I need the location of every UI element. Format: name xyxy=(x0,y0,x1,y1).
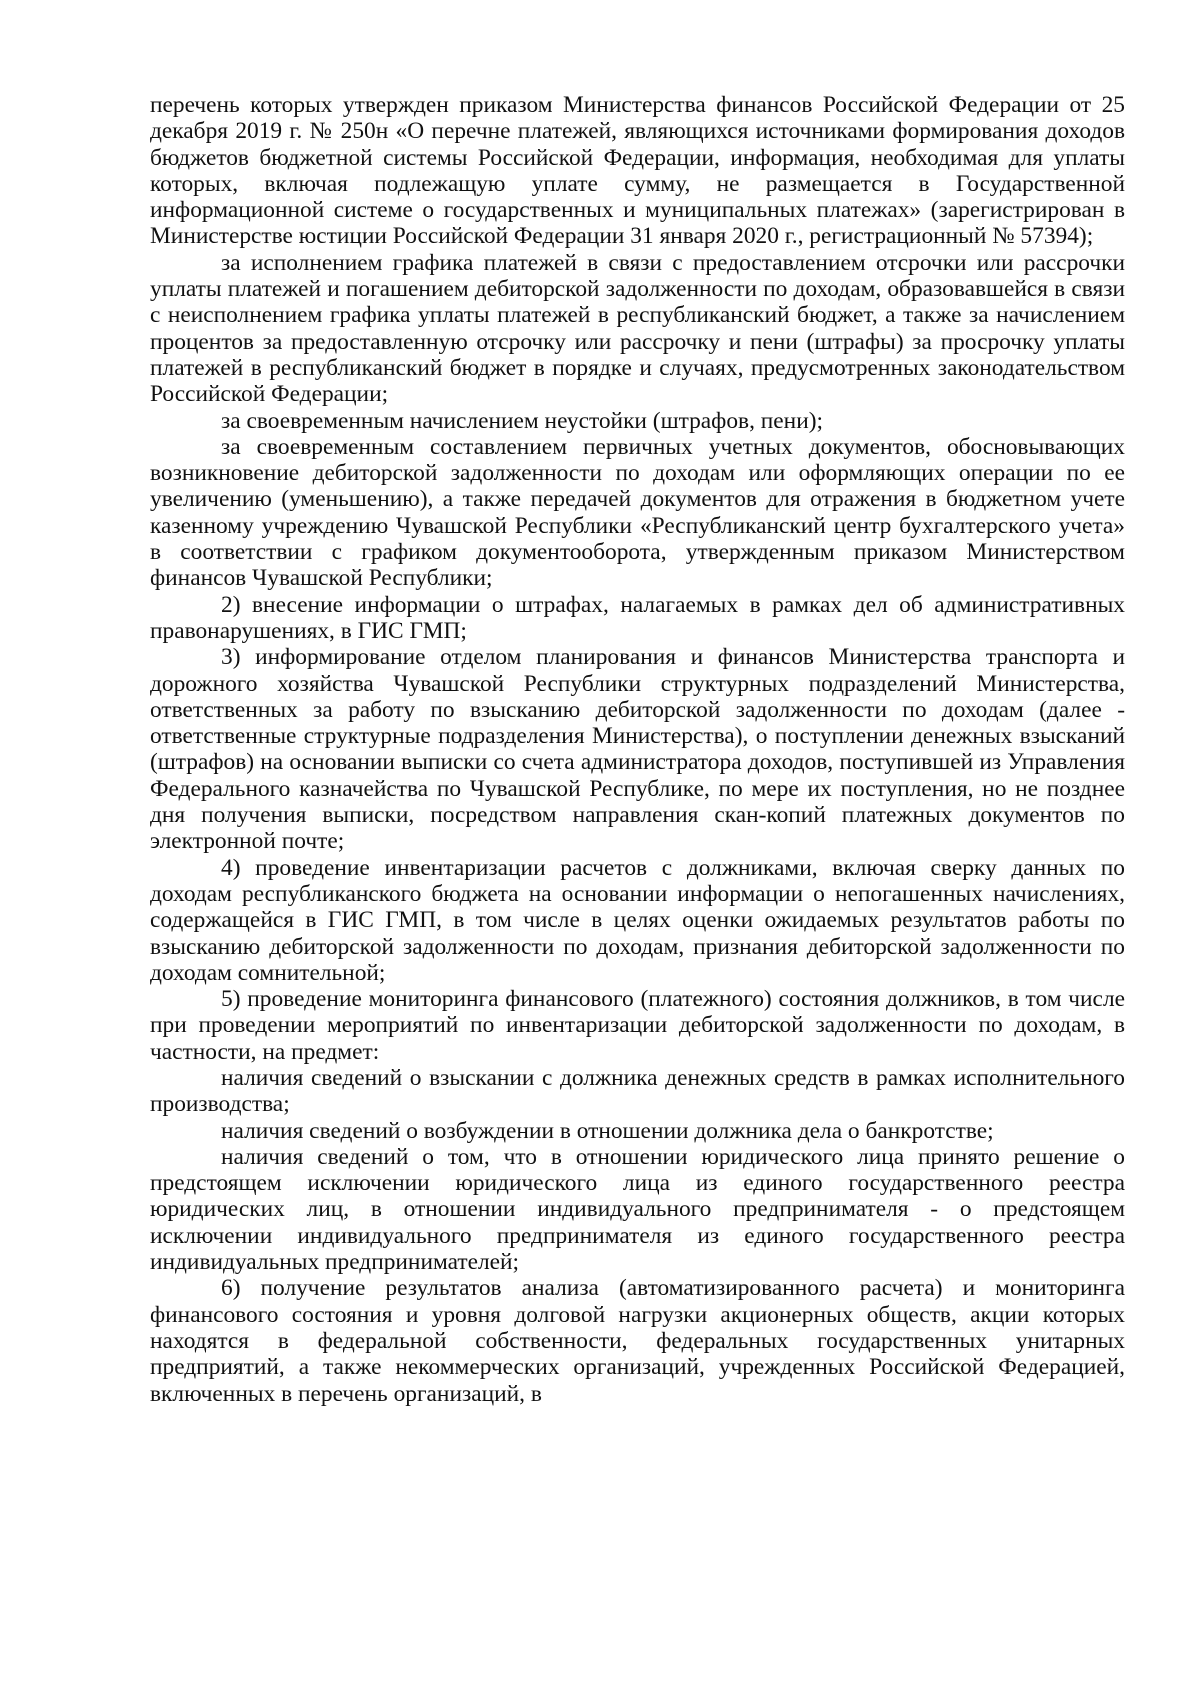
document-page xyxy=(150,92,1125,1407)
paragraph-10: наличия сведений о возбуждении в отношении должника дела о банкротстве; xyxy=(221,1117,994,1144)
paragraph-7: 4) проведение инвентаризации расчетов с должниками, включая сверку данных по доходам республиканского бюджета на основании информации о непогашенных начислениях, содержащейся в ГИС ГМП, в том числе в целях оценки ожидаемых результатов работы по взысканию дебиторской задолженности по доходам, признания дебиторской задолженности по доходам сомнительной; xyxy=(150,854,1125,986)
paragraph-5: 2) внесение информации о штрафах, налагаемых в рамках дел об административных правонарушениях, в ГИС ГМП; xyxy=(150,591,1125,644)
paragraph-1: перечень которых утвержден приказом Министерства финансов Российской Федерации от 25 декабря 2019 г. № 250н «О перечне платежей, являющихся источниками формирования доходов бюджетов бюджетной системы Российской Федерации, информация, необходимая для уплаты которых, включая подлежащую уплате сумму, не размещается в Государственной информационной системе о государственных и муниципальных платежах» (зарегистрирован в Министерстве юстиции Российской Федерации 31 января 2020 г., регистрационный № 57394); xyxy=(150,92,1125,250)
paragraph-2: за исполнением графика платежей в связи с предоставлением отсрочки или рассрочки уплаты платежей и погашением дебиторской задолженности по доходам, образовавшейся в связи с неисполнением графика уплаты платежей в республиканский бюджет, а также за начислением процентов за предоставленную отсрочку или рассрочку и пени (штрафы) за просрочку уплаты платежей в республиканский бюджет в порядке и случаях, предусмотренных законодательством Российской Федерации; xyxy=(150,249,1125,408)
paragraph-12: 6) получение результатов анализа (автоматизированного расчета) и мониторинга финансового состояния и уровня долговой нагрузки акционерных обществ, акции которых находятся в федеральной собственности, федеральных государственных унитарных предприятий, а также некоммерческих организаций, учрежденных Российской Федерацией, включенных в перечень организаций, в xyxy=(150,1275,1125,1407)
paragraph-6: 3) информирование отделом планирования и финансов Министерства транспорта и дорожного хозяйства Чувашской Республики структурных подразделений Министерства, ответственных за работу по взысканию дебиторской задолженности по доходам (далее - ответственные структурные подразделения Министерства), о поступлении денежных взысканий (штрафов) на основании выписки со счета администратора доходов, поступившей из Управления Федерального казначейства по Чувашской Республике, по мере их поступления, но не позднее дня получения выписки, посредством направления скан-копий платежных документов по электронной почте; xyxy=(150,644,1125,855)
paragraph-11: наличия сведений о том, что в отношении юридического лица принято решение о предстоящем исключении юридического лица из единого государственного реестра юридических лиц, в отношении индивидуального предпринимателя - о предстоящем исключении индивидуального предпринимателя из единого государственного реестра индивидуальных предпринимателей; xyxy=(150,1143,1125,1276)
paragraph-8: 5) проведение мониторинга финансового (платежного) состояния должников, в том числе при проведении мероприятий по инвентаризации дебиторской задолженности по доходам, в частности, на предмет: xyxy=(150,986,1125,1065)
paragraph-9: наличия сведений о взыскании с должника денежных средств в рамках исполнительного производства; xyxy=(150,1064,1125,1118)
paragraph-4: за своевременным составлением первичных учетных документов, обосновывающих возникновение дебиторской задолженности по доходам или оформляющих операции по ее увеличению (уменьшению), а также передачей документов для отражения в бюджетном учете казенному учреждению Чувашской Республики «Республиканский центр бухгалтерского учета» в соответствии с графиком документооборота, утвержденным приказом Министерством финансов Чувашской Республики; xyxy=(150,433,1125,592)
paragraph-3: за своевременным начислением неустойки (штрафов, пени); xyxy=(221,407,823,434)
